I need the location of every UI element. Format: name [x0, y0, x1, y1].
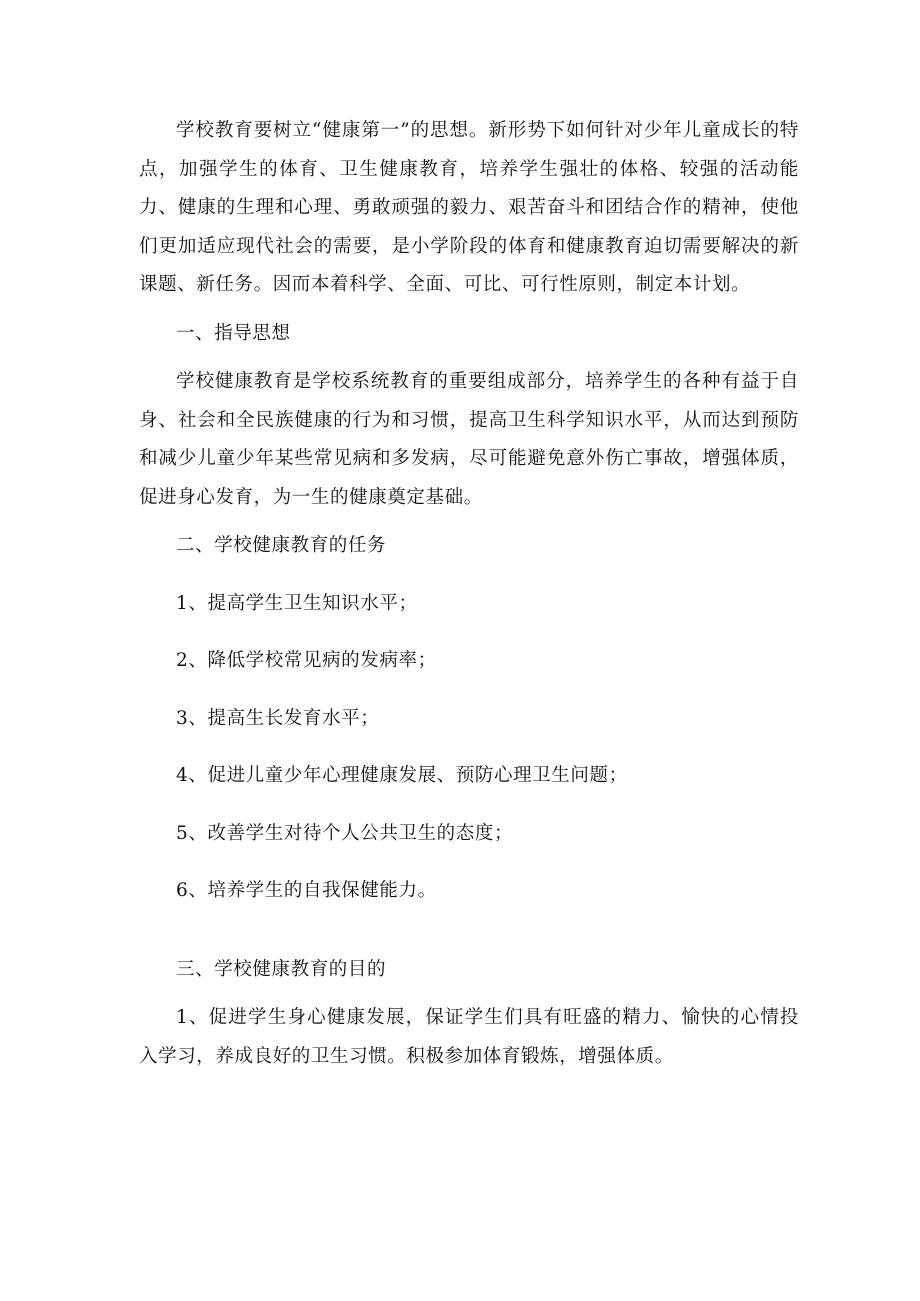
section-heading-tasks: 二、学校健康教育的任务	[176, 535, 387, 556]
list-item: 6、培养学生的自我保健能力。	[176, 880, 437, 901]
section-heading-purpose: 三、学校健康教育的目的	[176, 958, 387, 980]
list-item: 1、提高学生卫生知识水平；	[176, 592, 418, 614]
section-heading-guiding-thought: 一、指导思想	[176, 322, 291, 344]
list-item: 2、降低学校常见病的发病率；	[176, 650, 437, 671]
guiding-thought-paragraph: 学校健康教育是学校系统教育的重要组成部分，培养学生的各种有益于自身、社会和全民族健康的行为和习惯，提高卫生科学知识水平，从而达到预防和减少儿童少年某些常见病和多发病，尽可能避免意外伤亡事故，增强体质，促进身心发育，为一生的健康奠定基础。	[139, 371, 799, 508]
list-item: 3、提高生长发育水平；	[176, 707, 380, 729]
list-item: 4、促进儿童少年心理健康发展、预防心理卫生问题；	[176, 765, 628, 786]
document-body	[139, 112, 799, 1076]
tasks-list	[139, 585, 799, 911]
list-item: 5、改善学生对待个人公共卫生的态度；	[176, 822, 514, 844]
purpose-item: 1、促进学生身心健康发展，保证学生们具有旺盛的精力、愉快的心情投入学习，养成良好的卫生习惯。积极参加体育锻炼，增强体质。	[139, 1007, 799, 1067]
intro-paragraph: 学校教育要树立“健康第一”的思想。新形势下如何针对少年儿童成长的特点，加强学生的体育、卫生健康教育，培养学生强壮的体格、较强的活动能力、健康的生理和心理、勇敢顽强的毅力、艰苦奋斗和团结合作的精神，使他们更加适应现代社会的需要，是小学阶段的体育和健康教育迫切需要解决的新课题、新任务。因而本着科学、全面、可比、可行性原则，制定本计划。	[139, 120, 799, 295]
